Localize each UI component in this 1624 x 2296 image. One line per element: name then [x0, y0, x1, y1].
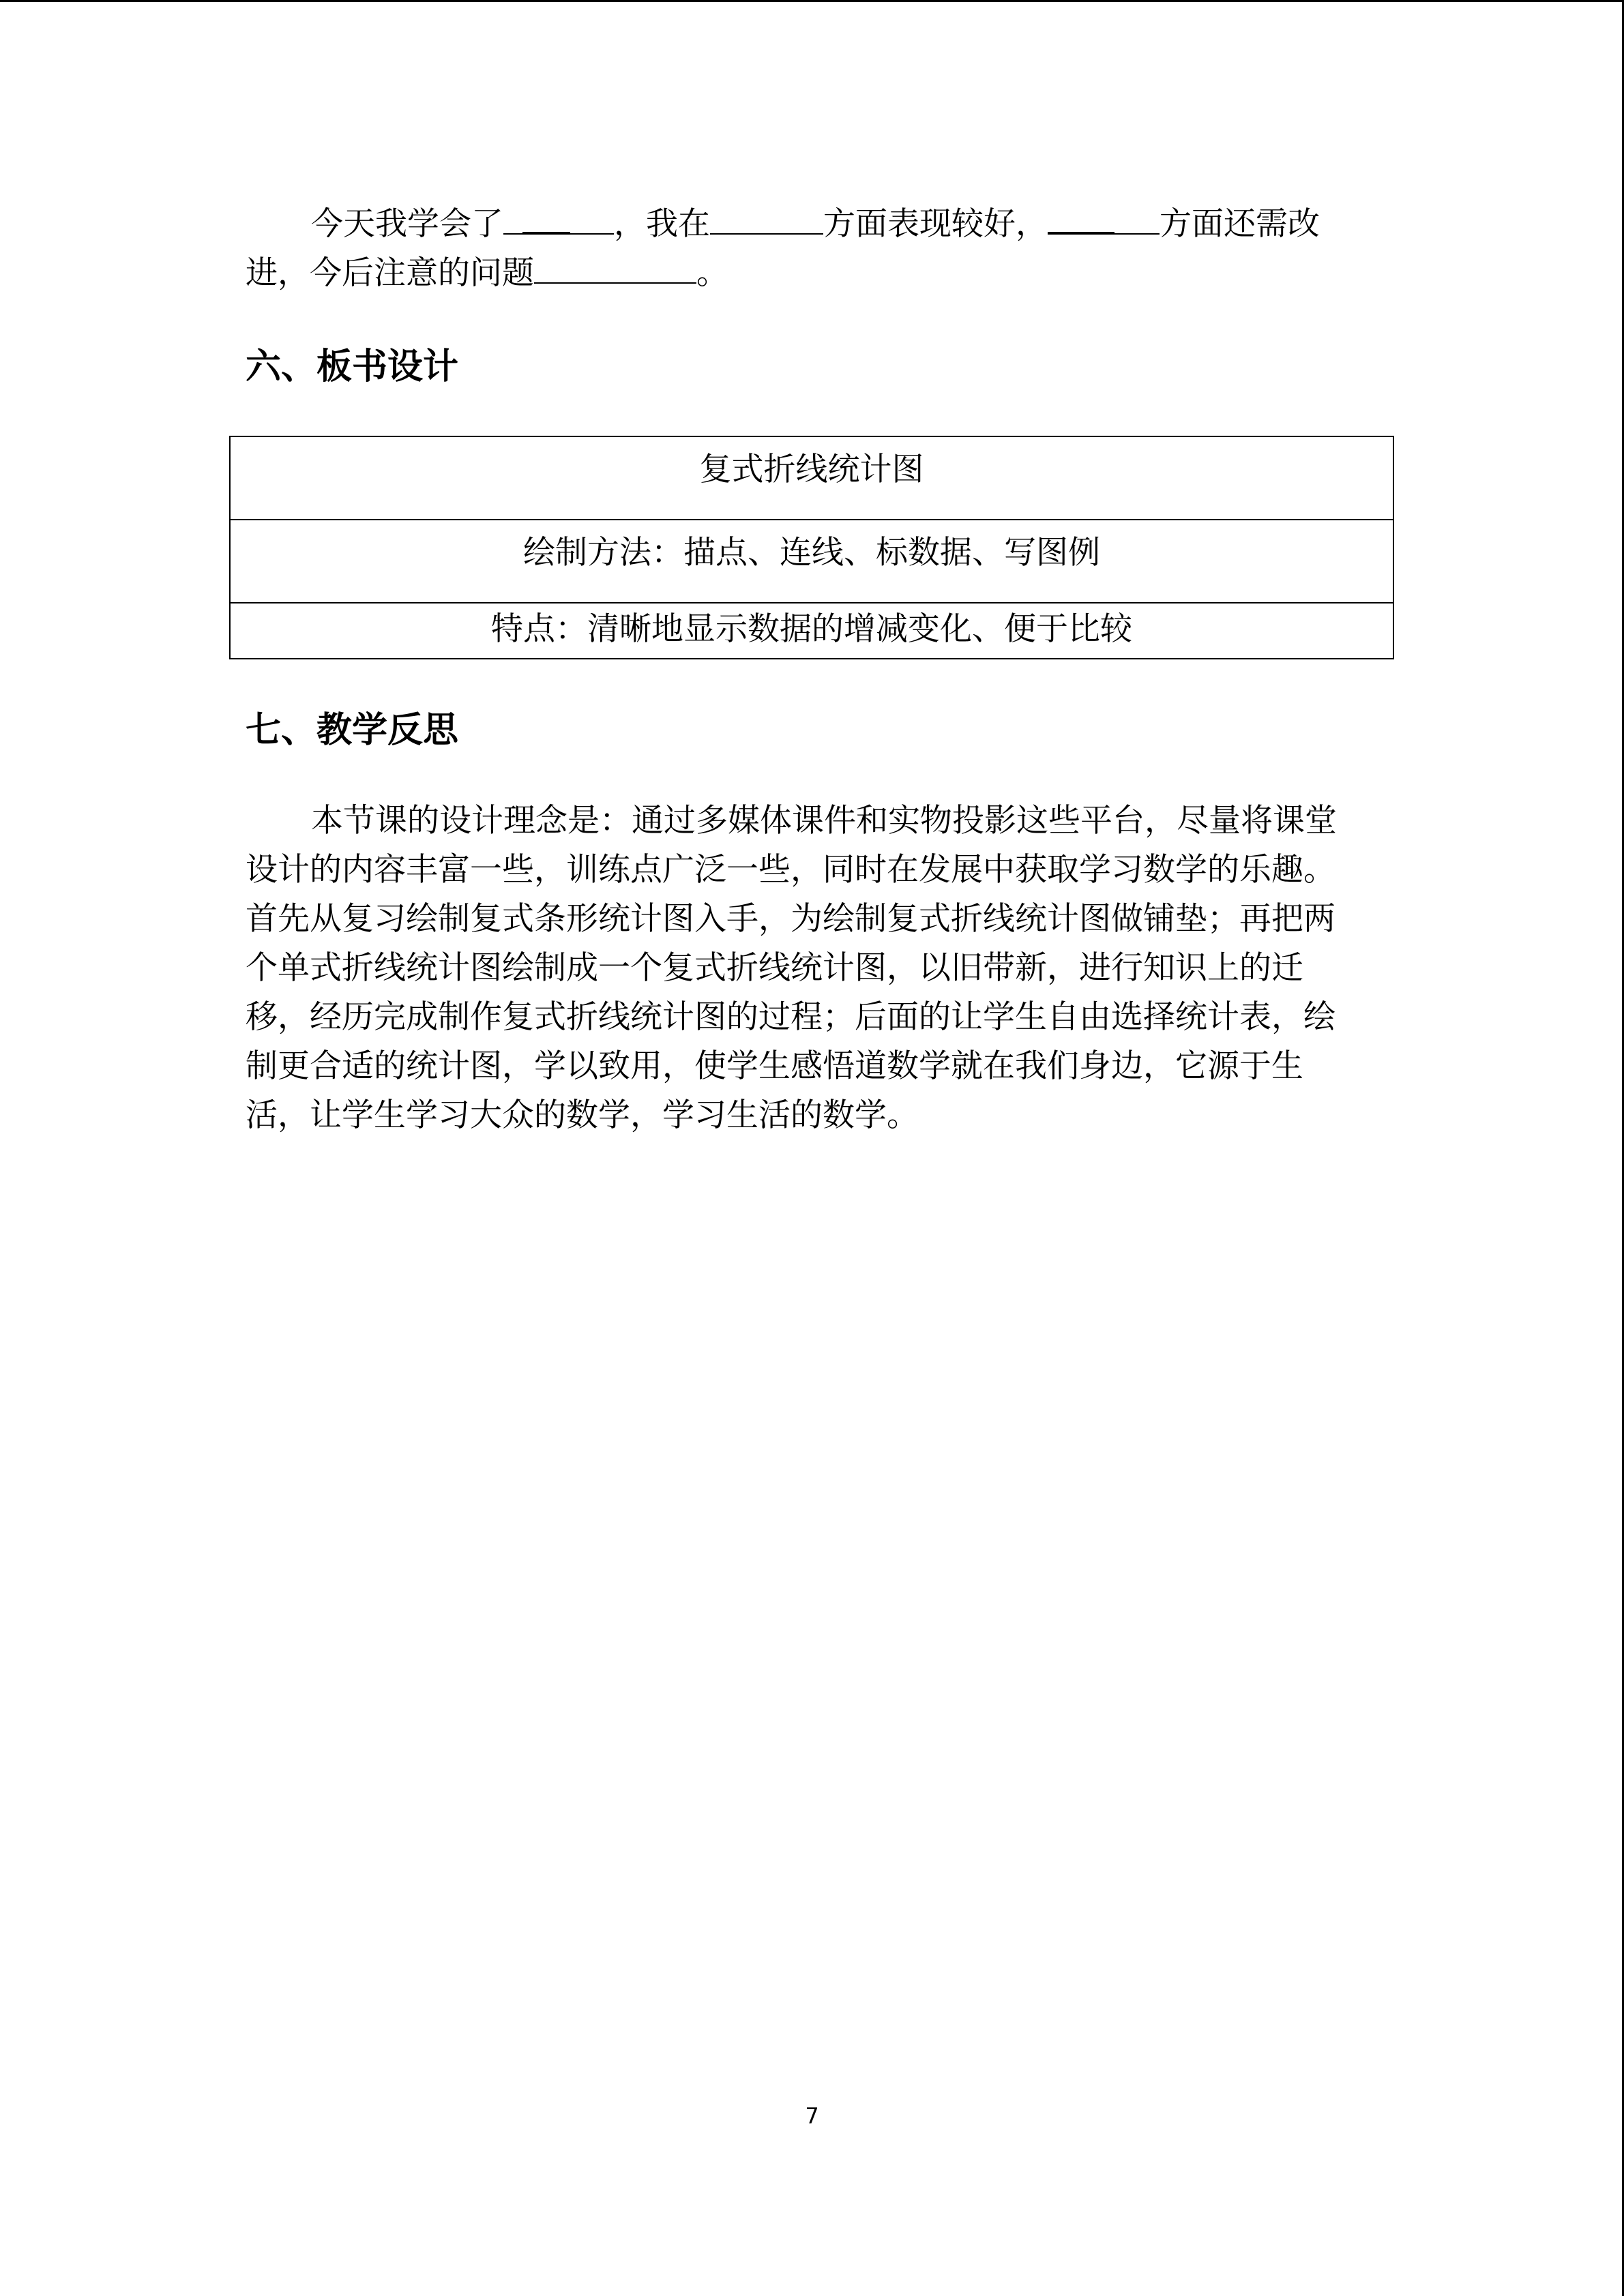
section-6-heading: 六、板书设计	[246, 346, 459, 387]
self-eval-text-6: 。	[696, 254, 728, 292]
self-evaluation-line-1	[246, 200, 1364, 249]
self-evaluation-line-2	[246, 249, 1364, 298]
section-7-heading: 七、教学反思	[246, 710, 459, 751]
teaching-reflection-paragraph	[246, 796, 1364, 1140]
reflection-line-6: 制更合适的统计图，学以致用，使学生感悟道数学就在我们身边，它源于生	[246, 1047, 1303, 1085]
reflection-line-3: 首先从复习绘制复式条形统计图入手，为绘制复式折线统计图做铺垫；再把两	[246, 900, 1335, 938]
self-eval-text-4: 方面还需改	[1160, 205, 1320, 243]
fill-blank-attention	[534, 252, 696, 284]
reflection-line-5: 移，经历完成制作复式折线统计图的过程；后面的让学生自由选择统计表，绘	[246, 998, 1335, 1036]
reflection-line-4: 个单式折线统计图绘制成一个复式折线统计图，以旧带新，进行知识上的迁	[246, 949, 1303, 987]
self-eval-text-1: 今天我学会了	[311, 205, 503, 243]
reflection-line-2: 设计的内容丰富一些，训练点广泛一些，同时在发展中获取学习数学的乐趣。	[246, 851, 1335, 889]
self-eval-text-2: ，我在	[614, 205, 710, 243]
self-eval-text-5: 进，今后注意的问题	[246, 254, 534, 292]
board-feature-row: 特点：清晰地显示数据的增减变化、便于比较	[491, 610, 1132, 648]
board-design-table	[229, 436, 1394, 659]
board-method-row: 绘制方法：描点、连线、标数据、写图例	[231, 520, 1393, 603]
fill-blank-learned	[503, 203, 614, 235]
self-eval-text-3: 方面表现较好，	[823, 205, 1048, 243]
reflection-line-7: 活，让学生学习大众的数学，学习生活的数学。	[246, 1097, 919, 1134]
fill-blank-good-at	[710, 203, 823, 235]
self-evaluation-paragraph	[246, 200, 1364, 298]
fill-blank-improve	[1048, 203, 1160, 235]
page-number: 7	[805, 2103, 819, 2129]
board-title-row: 复式折线统计图	[231, 437, 1393, 520]
reflection-line-1: 本节课的设计理念是：通过多媒体课件和实物投影这些平台，尽量将课堂	[311, 802, 1337, 839]
